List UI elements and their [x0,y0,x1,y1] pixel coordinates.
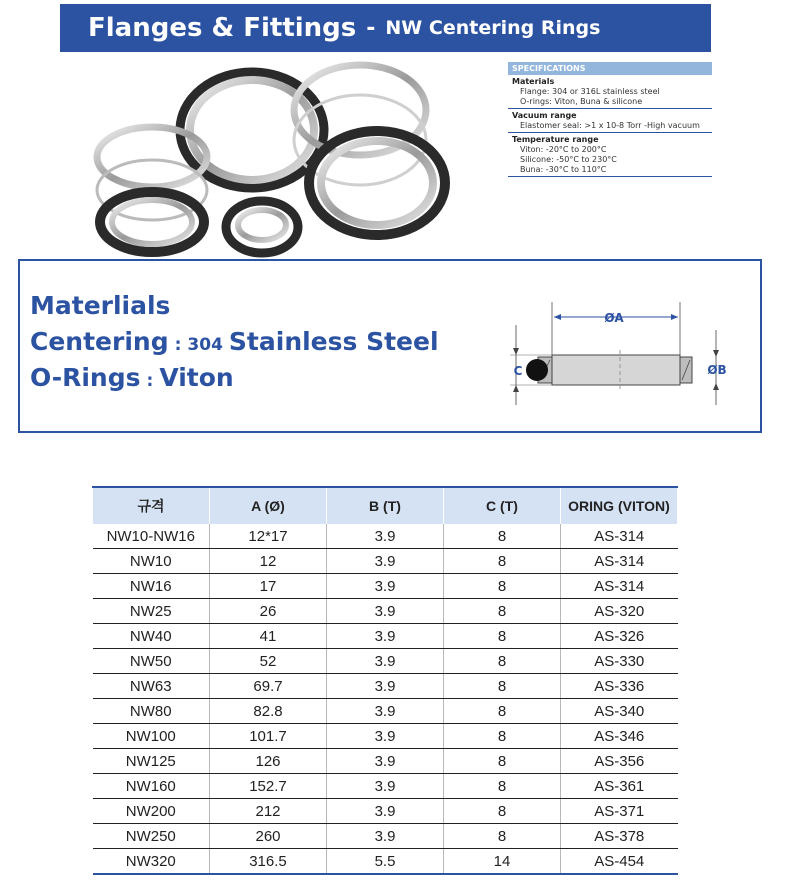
spec-group-title: Materials [512,77,555,86]
cell-b: 3.9 [327,774,444,799]
cell-a: 26 [210,599,327,624]
orings-line [30,363,234,392]
spec-group-title: Temperature range [512,135,599,144]
arrow-c-bottom-icon [513,385,519,392]
dimensions-table [92,486,678,875]
table-row [93,699,678,724]
table-row [93,574,678,599]
cell-oring: AS-356 [561,749,678,774]
spec-line: O-rings: Viton, Buna & silicone [520,97,643,106]
cell-c: 8 [444,824,561,849]
banner-separator: - [366,15,376,41]
cell-oring: AS-378 [561,824,678,849]
table-row [93,799,678,824]
table-row [93,749,678,774]
banner-subtitle: NW Centering Rings [385,17,601,39]
table-row [93,624,678,649]
cell-oring: AS-314 [561,549,678,574]
cell-c: 8 [444,724,561,749]
cell-size: NW16 [93,574,210,599]
materials-heading: Materlials [30,291,171,320]
arrow-b-top-icon [713,350,719,357]
header-c: C (T) [444,487,561,524]
cell-b: 3.9 [327,674,444,699]
centering-label: Centering [30,327,169,356]
cell-oring: AS-340 [561,699,678,724]
cell-size: NW100 [93,724,210,749]
cell-c: 8 [444,674,561,699]
header-a: A (Ø) [210,487,327,524]
cell-c: 8 [444,774,561,799]
cell-b: 3.9 [327,799,444,824]
cell-b: 3.9 [327,649,444,674]
cell-size: NW25 [93,599,210,624]
table-row [93,824,678,849]
header-b: B (T) [327,487,444,524]
cell-b: 3.9 [327,524,444,549]
spec-line: Flange: 304 or 316L stainless steel [520,87,660,96]
cell-a: 212 [210,799,327,824]
cell-c: 14 [444,849,561,875]
centering-value: Stainless Steel [228,327,439,356]
cell-size: NW40 [93,624,210,649]
cell-size: NW200 [93,799,210,824]
title-banner [60,4,711,52]
cell-a: 69.7 [210,674,327,699]
cell-c: 8 [444,649,561,674]
cell-a: 152.7 [210,774,327,799]
product-photo [82,55,462,260]
arrow-c-top-icon [513,348,519,355]
cell-oring: AS-346 [561,724,678,749]
spec-line: Elastomer seal: >1 x 10-8 Torr -High vacuum [520,121,700,130]
table-row [93,599,678,624]
cell-a: 12 [210,549,327,574]
cell-b: 3.9 [327,724,444,749]
cell-a: 41 [210,624,327,649]
cell-size: NW10-NW16 [93,524,210,549]
orings-label: O-Rings [30,363,141,392]
table-row [93,774,678,799]
table-row [93,849,678,875]
specifications-panel [508,62,712,177]
arrow-a-left-icon [554,314,561,320]
cell-oring: AS-314 [561,574,678,599]
cell-size: NW125 [93,749,210,774]
cell-oring: AS-330 [561,649,678,674]
specifications-header: SPECIFICATIONS [508,62,712,75]
spec-group-temperature [508,133,712,177]
cell-oring: AS-371 [561,799,678,824]
cell-oring: AS-336 [561,674,678,699]
cell-b: 3.9 [327,699,444,724]
cell-c: 8 [444,699,561,724]
arrow-b-bottom-icon [713,383,719,390]
cell-c: 8 [444,599,561,624]
header-oring: ORING (VITON) [561,487,678,524]
table-row [93,549,678,574]
cell-a: 12*17 [210,524,327,549]
cell-a: 52 [210,649,327,674]
centering-line [30,327,439,356]
cell-c: 8 [444,549,561,574]
spec-group-materials [508,75,712,109]
centering-separator: : [174,335,182,355]
spec-group-title: Vacuum range [512,111,577,120]
cell-oring: AS-326 [561,624,678,649]
spec-line: Buna: -30°C to 110°C [520,165,607,174]
label-b: ØB [707,363,727,377]
spec-line: Silicone: -50°C to 230°C [520,155,617,164]
cell-oring: AS-454 [561,849,678,875]
spec-group-vacuum [508,109,712,133]
cell-c: 8 [444,574,561,599]
cell-a: 126 [210,749,327,774]
cell-size: NW250 [93,824,210,849]
cell-size: NW50 [93,649,210,674]
cell-c: 8 [444,624,561,649]
cell-b: 3.9 [327,624,444,649]
cell-b: 3.9 [327,749,444,774]
cell-size: NW320 [93,849,210,875]
cell-a: 101.7 [210,724,327,749]
table-header-row [93,487,678,524]
centering-grade: 304 [187,335,223,355]
label-a: ØA [604,311,624,325]
table-row [93,524,678,549]
table-row [93,674,678,699]
cell-oring: AS-320 [561,599,678,624]
cell-b: 3.9 [327,574,444,599]
orings-value: Viton [159,363,234,392]
spec-line: Viton: -20°C to 200°C [520,145,607,154]
table-row [93,649,678,674]
cell-size: NW80 [93,699,210,724]
cell-c: 8 [444,524,561,549]
oring-section [526,359,548,381]
cell-c: 8 [444,749,561,774]
cell-b: 3.9 [327,549,444,574]
header-size: 규격 [93,487,210,524]
orings-separator: : [146,371,154,391]
cell-a: 316.5 [210,849,327,875]
cell-size: NW63 [93,674,210,699]
banner-title: Flanges & Fittings [88,13,357,43]
cell-a: 260 [210,824,327,849]
cell-size: NW160 [93,774,210,799]
cell-c: 8 [444,799,561,824]
table-row [93,724,678,749]
cell-a: 17 [210,574,327,599]
arrow-a-right-icon [671,314,678,320]
centering-ring-diagram [500,300,740,410]
cell-b: 5.5 [327,849,444,875]
cell-oring: AS-361 [561,774,678,799]
ring-body [552,355,680,385]
cell-oring: AS-314 [561,524,678,549]
cell-a: 82.8 [210,699,327,724]
cell-b: 3.9 [327,599,444,624]
cell-b: 3.9 [327,824,444,849]
cell-size: NW10 [93,549,210,574]
label-c: C [513,364,523,378]
